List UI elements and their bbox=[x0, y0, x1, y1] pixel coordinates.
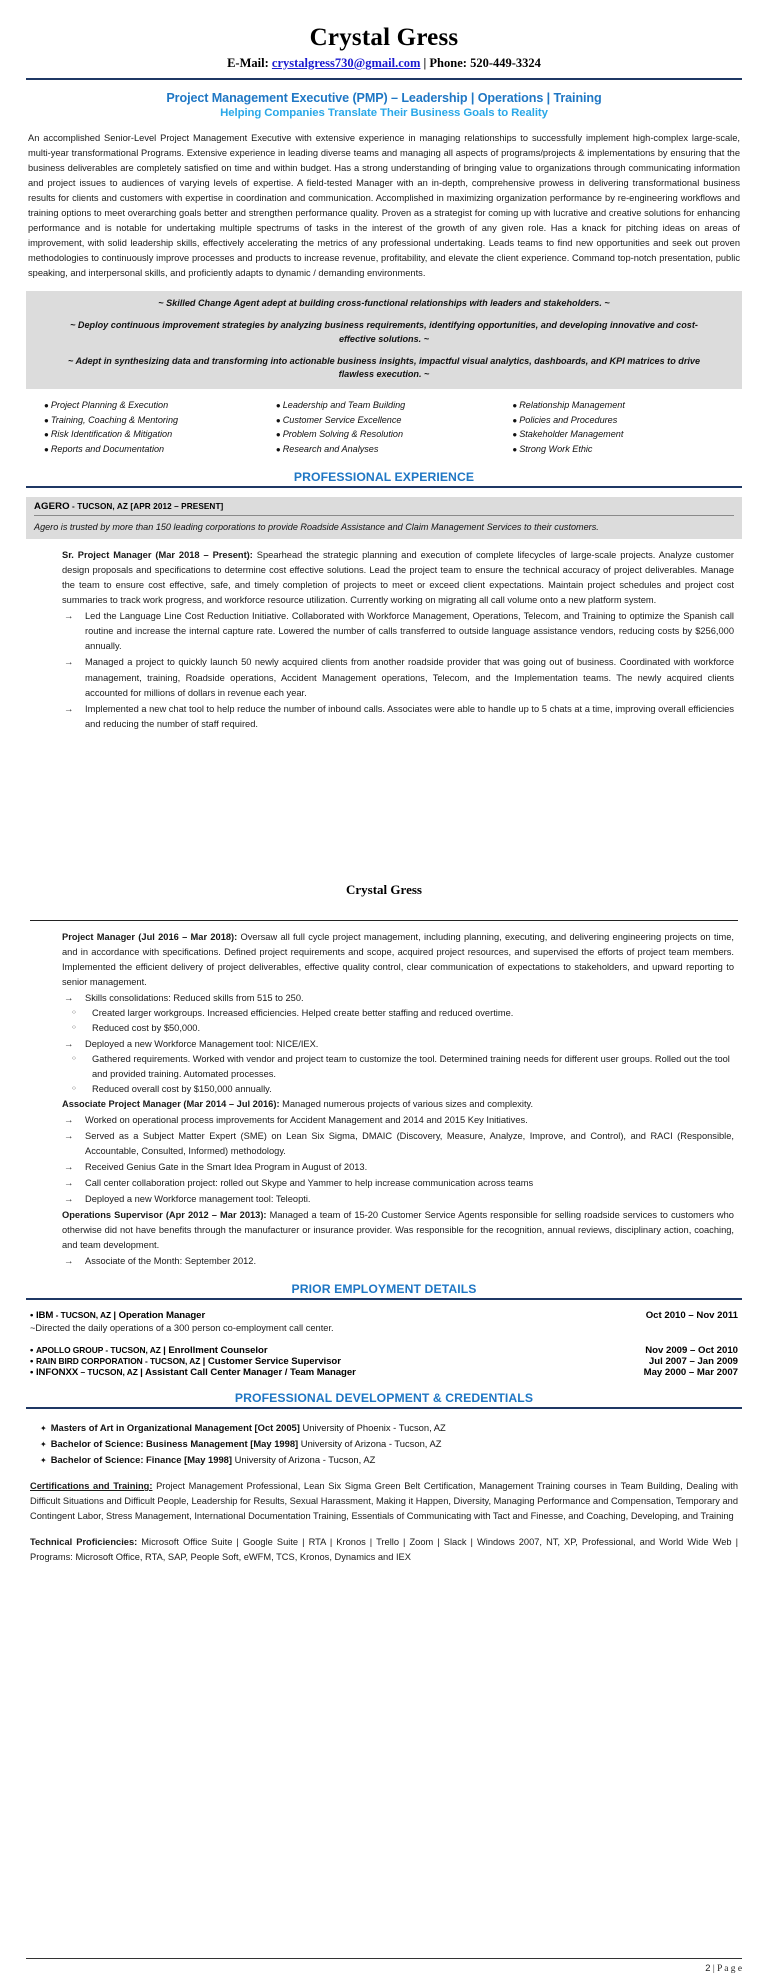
skill-item bbox=[276, 413, 513, 428]
skill-item bbox=[44, 442, 276, 457]
bullet-icon: ● bbox=[512, 401, 518, 411]
skill-item bbox=[512, 398, 728, 413]
page-title: Crystal Gress bbox=[309, 24, 459, 51]
prior-employment-dates: Jul 2007 – Jan 2009 bbox=[648, 1355, 738, 1367]
job-role-title: Operations Supervisor (Apr 2012 – Mar 2013): bbox=[62, 1209, 267, 1220]
job-block-project-manager bbox=[26, 930, 742, 1269]
email-label: E-Mail: bbox=[227, 55, 269, 70]
prior-employment-row bbox=[30, 1345, 738, 1356]
page-break-spacer bbox=[26, 732, 742, 882]
credential-school: University of Phoenix - Tucson, AZ bbox=[299, 1421, 446, 1433]
skill-label: Training, Coaching & Mentoring bbox=[50, 414, 179, 425]
certifications-text: Project Management Professional, Lean Six Sigma Green Belt Certification, Management Training courses in Team Building, Dealing with Difficult Situations and Difficult People, Leadership for Results, Sexual Harassment, Making it Happen, Diversity, Managing Performance and Compensation, Temporary and Contingent Labor, Stress Management, International Documentation Training, Essentials of Communicating with Tact and Finesse, and Coaching, Developing, and Training bbox=[30, 1481, 738, 1522]
company-header-block bbox=[26, 497, 742, 540]
bullet-icon: ● bbox=[275, 401, 281, 411]
skill-item bbox=[512, 442, 728, 457]
skill-label: Relationship Management bbox=[519, 400, 625, 411]
diamond-icon: ✦ bbox=[40, 1455, 47, 1465]
job-bullet: → Call center collaboration project: rolled out Skype and Yammer to help increase communication across teams bbox=[62, 1176, 734, 1191]
prior-employment-dates: May 2000 – Mar 2007 bbox=[643, 1366, 738, 1378]
diamond-icon: ✦ bbox=[40, 1439, 47, 1449]
skill-item bbox=[276, 427, 513, 442]
job-sub-bullet: ○ Created larger workgroups. Increased efficiencies. Helped create better staffing and reduced overtime. bbox=[62, 1006, 734, 1021]
job-bullet: → Skills consolidations: Reduced skills from 515 to 250. bbox=[62, 991, 734, 1006]
credential-degree: Masters of Art in Organizational Management [Oct 2005] bbox=[50, 1421, 300, 1433]
highlight-line-1: ~ Skilled Change Agent adept at building cross-functional relationships with leaders and stakeholders. ~ bbox=[158, 298, 610, 309]
page2-name-header: Crystal Gress bbox=[346, 881, 422, 897]
prior-job-title: | Enrollment Counselor bbox=[163, 1344, 268, 1356]
company-location: - TUCSON, AZ bbox=[69, 501, 131, 511]
section-heading-prior-employment: PRIOR EMPLOYMENT DETAILS bbox=[291, 1281, 477, 1296]
prior-company-name: RAIN BIRD CORPORATION bbox=[35, 1355, 143, 1366]
prior-employment-row bbox=[30, 1367, 738, 1378]
prior-employment-dates: Oct 2010 – Nov 2011 bbox=[645, 1309, 738, 1321]
page-label: | P a g e bbox=[712, 1964, 742, 1974]
prior-location: TUCSON, AZ bbox=[149, 1355, 203, 1366]
credential-school: University of Arizona - Tucson, AZ bbox=[298, 1437, 442, 1449]
job-role-title: Associate Project Manager (Mar 2014 – Jul 2016): bbox=[62, 1099, 280, 1110]
prior-separator: – bbox=[78, 1366, 88, 1377]
certifications-block bbox=[26, 1479, 742, 1524]
prior-separator: - bbox=[142, 1355, 150, 1366]
spacer bbox=[30, 1336, 738, 1345]
company-title bbox=[34, 501, 734, 512]
phone-number: 520-449-3324 bbox=[470, 55, 541, 70]
prior-separator: - bbox=[103, 1344, 111, 1355]
job-block-sr-project-manager bbox=[26, 548, 742, 732]
prior-company-name: IBM bbox=[35, 1309, 54, 1321]
job-bullets bbox=[62, 1037, 734, 1052]
prior-location: TUCSON, AZ bbox=[60, 1309, 114, 1320]
job-bullet: → Led the Language Line Cost Reduction Initiative. Collaborated with Workforce Management, Operations, Telecom, and Training to optimize the Spanish call routine and increase the internal capture rate. Lowered the number of calls transferred to outside language assistance vendors, reducing costs by $256,000 annually. bbox=[62, 609, 734, 654]
prior-employment-title: • APOLLO GROUP - TUCSON, AZ | Enrollment Counselor bbox=[30, 1344, 268, 1356]
headline: Project Management Executive (PMP) – Leadership | Operations | Training bbox=[166, 90, 602, 105]
bullet-icon: ● bbox=[44, 430, 49, 440]
skill-item bbox=[276, 442, 513, 457]
prior-employment-row bbox=[30, 1356, 738, 1367]
job-bullet: → Managed a project to quickly launch 50 newly acquired clients from another roadside provider that was going out of business. Coordinated with workforce management, training, Roadside operations, Accident Management operations, Telecom, and the Implementation teams. The newly acquired clients accounted for millions of dollars in revenue each year. bbox=[62, 655, 734, 700]
job-bullet: → Served as a Subject Matter Expert (SME) on Lean Six Sigma, DMAIC (Discovery, Measure, Analyze, Improve, and Control), and RACI (Responsible, Accountable, Consulted, Informed) methodology. bbox=[62, 1129, 734, 1159]
prior-separator: - bbox=[53, 1309, 61, 1320]
technical-label: Technical Proficiencies: bbox=[30, 1537, 138, 1548]
skill-item bbox=[44, 398, 276, 413]
bullet-icon: ● bbox=[512, 430, 518, 440]
skill-label: Customer Service Excellence bbox=[282, 414, 402, 425]
job-bullets bbox=[62, 991, 734, 1006]
page-number-value: 2 bbox=[705, 1962, 711, 1973]
phone-label: | Phone: bbox=[423, 55, 467, 70]
bullet-icon: ● bbox=[512, 415, 518, 425]
job-role-title: Sr. Project Manager (Mar 2018 – Present): bbox=[62, 550, 253, 561]
company-description: Agero is trusted by more than 150 leading corporations to provide Roadside Assistance and Claim Management Services to their customers. bbox=[34, 521, 599, 532]
prior-job-title: | Customer Service Supervisor bbox=[202, 1355, 341, 1367]
prior-company-name: APOLLO GROUP bbox=[35, 1344, 104, 1355]
prior-employment-row bbox=[30, 1310, 738, 1321]
job-bullet: → Deployed a new Workforce management tool: Teleopti. bbox=[62, 1192, 734, 1207]
page2-divider bbox=[30, 920, 738, 921]
skills-column-3 bbox=[512, 398, 728, 457]
skill-label: Problem Solving & Resolution bbox=[282, 429, 404, 440]
job-sub-bullets bbox=[62, 1052, 734, 1097]
skill-item bbox=[512, 427, 728, 442]
job-bullet: → Received Genius Gate in the Smart Idea Program in August of 2013. bbox=[62, 1160, 734, 1175]
job-bullets bbox=[62, 1113, 734, 1207]
job-summary bbox=[62, 1208, 734, 1253]
job-sub-bullets bbox=[62, 1006, 734, 1036]
skill-label: Leadership and Team Building bbox=[282, 400, 406, 411]
professional-summary: An accomplished Senior-Level Project Management Executive with extensive experience in managing relationships to successfully implement high-complex large-scale, multi-year transformational Programs. Extensive experience in leading diverse teams and managing all aspects of programs/projects & implementations by ensuring that the business deliverables are completely satisfied on time and within budget. Has a strong understanding of bringing value to organizations through communicating information and project issues to audiences of varying levels of expertise. A field-tested Manager with an in-depth, comprehensive prowess in delivering transformational business results for clients and customers with expertise in coordination and communication. Accomplished in maximizing organization performance by re-engineering workflows and training options to meet overarching goals better and strengthen performance quality. Proven as a strategist for coming up with lucrative and creative solutions for enhancing performance and is notable for undertaking multiple spectrums of tasks in the interest of the growth of any given role. Has a knack for pitching ideas on areas of improvement, with solid leadership skills, effectively accelerating the metrics of any professional undertaking. Leads teams to find new opportunities and seek out proven methodologies to continuously improve processes and products to increase revenue, profitability, and elevate the client experience. Command top-notch presentation, public speaking, and interpersonal skills, and proficiently adapts to dynamic / demanding environments. bbox=[28, 132, 740, 279]
subheadline: Helping Companies Translate Their Business Goals to Reality bbox=[220, 106, 548, 119]
skill-item bbox=[44, 427, 276, 442]
section-divider bbox=[26, 1298, 742, 1300]
credential-item bbox=[40, 1436, 738, 1452]
skill-label: Research and Analyses bbox=[282, 443, 379, 454]
job-bullet: → Worked on operational process improvements for Accident Management and 2014 and 2015 Key Initiatives. bbox=[62, 1113, 734, 1128]
contact-line bbox=[26, 56, 742, 71]
job-bullets bbox=[62, 1254, 734, 1269]
job-summary bbox=[62, 548, 734, 608]
job-body: Spearhead the strategic planning and execution of complete lifecycles of large-scale projects. Analyze customer design proposals and specifications to determine cost effective solutions. Lead the project team to ensure the technical accuracy of project deliverables. Manage the team to ensure cost effective, safe, and timely completion of projects to meet or exceed client expectations. Maintain project schedules and project cost summaries to track work progress, and workforce resource utilization. Currently working on migrating all call volume onto a new platform system. bbox=[62, 550, 734, 606]
prior-employment-note: ~Directed the daily operations of a 300 person co-employment call center. bbox=[30, 1322, 334, 1333]
credential-item bbox=[40, 1452, 738, 1468]
job-sub-bullet: ○ Gathered requirements. Worked with vendor and project team to customize the tool. Determined training needs for different user groups. Rolled out the tool and provided training. Automated processes. bbox=[62, 1052, 734, 1082]
bullet-icon: ● bbox=[275, 430, 281, 440]
prior-job-title: | Assistant Call Center Manager / Team Manager bbox=[140, 1366, 356, 1378]
email-link[interactable]: crystalgress730@gmail.com bbox=[271, 55, 421, 70]
section-divider bbox=[26, 486, 742, 488]
prior-job-title: | Operation Manager bbox=[113, 1309, 206, 1321]
job-summary bbox=[62, 1097, 734, 1112]
job-role-title: Project Manager (Jul 2016 – Mar 2018): bbox=[62, 931, 238, 942]
job-body: Managed numerous projects of various sizes and complexity. bbox=[279, 1099, 534, 1110]
skill-label: Policies and Procedures bbox=[519, 414, 618, 425]
highlight-band bbox=[26, 291, 742, 389]
company-divider bbox=[34, 515, 734, 516]
job-sub-bullet: ○ Reduced cost by $50,000. bbox=[62, 1021, 734, 1036]
skills-column-1 bbox=[44, 398, 276, 457]
diamond-icon: ✦ bbox=[40, 1423, 47, 1433]
company-dates: [APR 2012 – PRESENT] bbox=[130, 501, 224, 511]
job-bullet: → Associate of the Month: September 2012. bbox=[62, 1254, 734, 1269]
skill-item bbox=[44, 413, 276, 428]
bullet-icon: ● bbox=[44, 444, 49, 454]
credentials-list bbox=[26, 1420, 742, 1469]
bullet-icon: ● bbox=[44, 415, 49, 425]
job-summary bbox=[62, 930, 734, 990]
skill-label: Reports and Documentation bbox=[50, 443, 165, 454]
bullet-icon: ● bbox=[44, 401, 49, 411]
highlight-line-2: ~ Deploy continuous improvement strategies by analyzing business requirements, identifying opportunities, and developing innovative and cost-effective solutions. ~ bbox=[70, 320, 698, 344]
job-body: Oversaw all full cycle project management, including planning, executing, and delivering engineering projects on time, and in accordance with specifications. Defined project requirements and scope, acquired project resources, and supervised the efforts of project team members. Implemented the efficient delivery of project deliverables, effective quality control, clear communication of expectations to stakeholders, and upward reporting to senior management. bbox=[62, 931, 734, 987]
job-sub-bullet: ○ Reduced overall cost by $150,000 annually. bbox=[62, 1082, 734, 1097]
job-bullets bbox=[62, 609, 734, 731]
credential-degree: Bachelor of Science: Business Management [May 1998] bbox=[50, 1437, 299, 1449]
footer-page-number bbox=[26, 1962, 742, 1974]
core-skills-grid bbox=[26, 398, 742, 457]
job-bullet: → Implemented a new chat tool to help reduce the number of inbound calls. Associates were able to handle up to 5 chats at a time, improving overall efficiencies and reducing the number of staff required. bbox=[62, 702, 734, 732]
bullet-icon: ● bbox=[512, 444, 518, 454]
footer-divider bbox=[26, 1958, 742, 1959]
prior-location: TUCSON, AZ bbox=[110, 1344, 164, 1355]
job-bullet: → Deployed a new Workforce Management tool: NICE/IEX. bbox=[62, 1037, 734, 1052]
prior-employment-dates: Nov 2009 – Oct 2010 bbox=[645, 1344, 738, 1356]
credential-item bbox=[40, 1420, 738, 1436]
prior-employment-title: • RAIN BIRD CORPORATION - TUCSON, AZ | Customer Service Supervisor bbox=[30, 1355, 341, 1367]
prior-employment-title: • IBM - TUCSON, AZ | Operation Manager bbox=[30, 1309, 206, 1321]
skills-column-2 bbox=[276, 398, 513, 457]
prior-employment-title: • INFONXX – TUCSON, AZ | Assistant Call Center Manager / Team Manager bbox=[30, 1366, 356, 1378]
skill-label: Strong Work Ethic bbox=[519, 443, 593, 454]
company-name: AGERO bbox=[34, 500, 70, 512]
skill-label: Project Planning & Execution bbox=[50, 400, 169, 411]
section-heading-professional-development: PROFESSIONAL DEVELOPMENT & CREDENTIALS bbox=[234, 1390, 534, 1405]
job-body: Managed a team of 15-20 Customer Service Agents responsible for selling roadside services to customers who otherwise did not have benefits through the manufacturer or insurance provider. Was responsible for the recognition, annual reviews, disciplinary action, coaching, and team development. bbox=[62, 1209, 734, 1250]
skill-item bbox=[276, 398, 513, 413]
section-heading-professional-experience: PROFESSIONAL EXPERIENCE bbox=[293, 469, 475, 484]
header-divider bbox=[26, 78, 742, 80]
bullet-icon: ● bbox=[275, 444, 281, 454]
page-footer bbox=[26, 1958, 742, 1974]
credential-degree: Bachelor of Science: Finance [May 1998] bbox=[50, 1453, 233, 1465]
section-divider bbox=[26, 1407, 742, 1409]
prior-company-name: INFONXX bbox=[35, 1366, 79, 1378]
technical-proficiencies-block bbox=[26, 1535, 742, 1565]
technical-text: Microsoft Office Suite | Google Suite | RTA | Kronos | Trello | Zoom | Slack | Windows 2007, NT, XP, Professional, and World Wide Web | Programs: Microsoft Office, RTA, SAP, People Soft, eWFM, TCS, Kronos, Dynamics and IEX bbox=[30, 1537, 739, 1563]
bullet-icon: ● bbox=[275, 415, 281, 425]
skill-label: Risk Identification & Mitigation bbox=[50, 429, 173, 440]
certifications-label: Certifications and Training: bbox=[30, 1481, 153, 1492]
skill-label: Stakeholder Management bbox=[519, 429, 624, 440]
highlight-line-3: ~ Adept in synthesizing data and transforming into actionable business insights, impactful visual analytics, dashboards, and KPI matrices to drive flawless execution. ~ bbox=[67, 355, 701, 379]
skill-item bbox=[512, 413, 728, 428]
credential-school: University of Arizona - Tucson, AZ bbox=[232, 1453, 376, 1465]
prior-location: TUCSON, AZ bbox=[87, 1366, 141, 1377]
prior-employment-list bbox=[26, 1310, 742, 1378]
